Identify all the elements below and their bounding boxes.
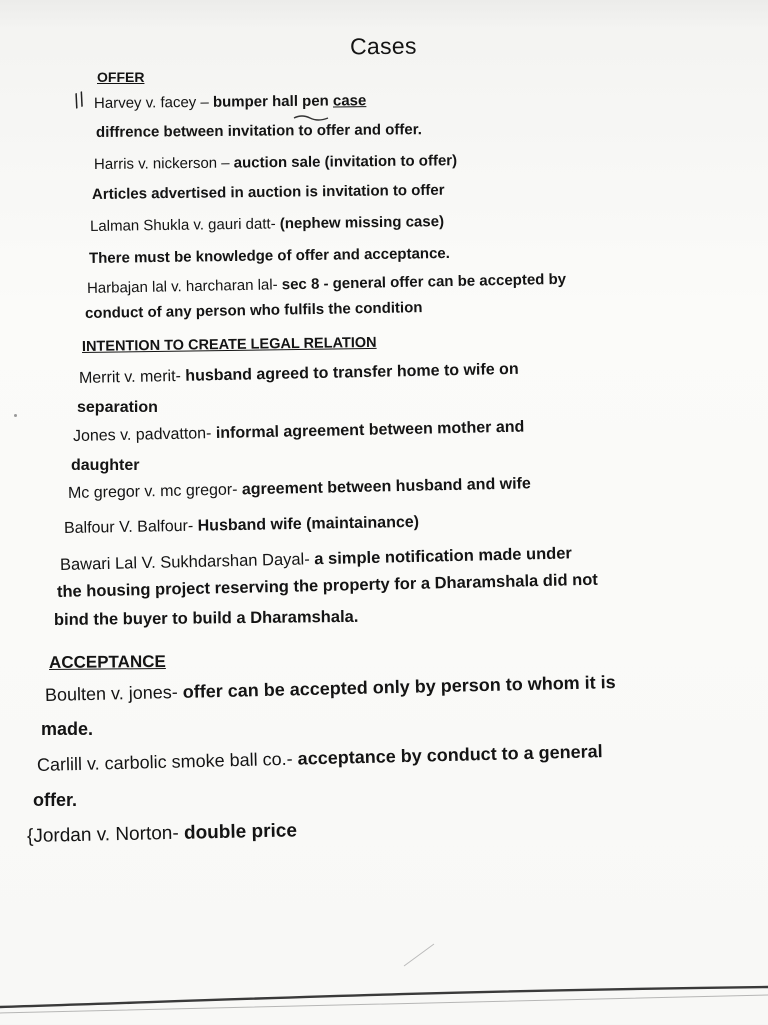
page-bottom-edge [0,985,768,1025]
offer-line-7 [87,271,566,297]
case-name: Harbajan lal v. harcharan lal- [86,276,282,297]
pencil-stroke [400,940,440,970]
intention-line-1 [79,361,519,388]
heading-offer: OFFER [97,69,145,85]
case-desc: double price [183,820,298,844]
offer-line-2 [96,121,422,141]
acceptance-line-3 [37,741,603,776]
acceptance-line-5 [27,820,297,848]
intention-line-4 [71,457,139,475]
case-name: Merrit v. merit- [78,367,186,387]
case-desc: bind the buyer to build a Dharamshala. [53,607,359,629]
case-desc: Articles advertised in auction is invitation to offer [91,181,445,203]
case-name: Bawari Lal V. Sukhdarshan Dayal- [59,550,315,574]
brace-mark: { [26,825,34,847]
case-name: Carlill v. carbolic smoke ball co.- [36,748,298,775]
scan-speck [14,414,17,417]
intention-line-5 [68,475,531,503]
case-name: Boulten v. jones- [44,681,183,705]
handwritten-underline [292,114,332,122]
case-desc: separation [77,399,158,416]
case-desc: agreement between husband and wife [241,475,531,499]
offer-line-6 [89,245,450,267]
case-desc: sec 8 - general offer can be accepted by [281,270,567,294]
case-name: Balfour V. Balfour- [63,517,198,537]
case-desc: husband agreed to transfer home to wife on [185,360,519,385]
case-desc: informal agreement between mother and [215,418,525,443]
margin-check-mark: // [70,88,89,114]
case-desc: Husband wife (maintainance) [197,513,420,535]
case-name: Harvey v. facey – [93,93,214,112]
heading-intention: INTENTION TO CREATE LEGAL RELATION [81,334,377,355]
offer-line-1 [94,92,366,112]
page-top-shadow [0,0,768,28]
offer-line-5 [90,213,444,235]
offer-line-4 [92,182,445,203]
case-desc: a simple notification made under [314,544,573,569]
case-name: Jones v. padvatton- [72,425,217,445]
case-name: Harris v. nickerson – [93,154,234,173]
case-desc: the housing project reserving the property for a Dharamshala did not [56,570,598,601]
intention-line-9 [54,608,359,630]
page-title: Cases [349,32,417,60]
case-desc: (nephew missing case) [279,213,445,233]
case-desc: diffrence between invitation to offer and offer. [95,121,422,141]
case-desc: offer can be accepted only by person to whom it is [182,672,616,702]
case-desc: acceptance by conduct to a general [297,741,603,769]
case-desc: auction sale (invitation to offer) [233,152,458,172]
case-desc: conduct of any person who fulfils the condition [84,299,423,322]
acceptance-line-2 [41,719,93,740]
case-desc: offer. [33,790,78,810]
offer-line-3 [94,152,457,173]
case-name: Mc gregor v. mc gregor- [67,481,243,502]
case-desc-underlined: case [332,92,367,110]
case-desc: made. [41,719,94,739]
heading-acceptance: ACCEPTANCE [48,651,166,672]
case-desc: bumper hall pen [212,92,334,111]
intention-line-8 [57,571,598,602]
intention-line-3 [73,419,525,446]
intention-line-7 [60,544,572,575]
offer-line-8 [85,299,423,322]
case-name: Jordan v. Norton- [33,822,185,847]
case-desc: There must be knowledge of offer and acceptance. [88,244,451,267]
case-name: Lalman Shukla v. gauri datt- [89,215,280,235]
acceptance-line-1 [45,672,616,706]
acceptance-line-4 [33,790,77,811]
case-desc: daughter [71,457,140,474]
intention-line-6 [64,514,419,538]
intention-line-2 [77,399,158,417]
